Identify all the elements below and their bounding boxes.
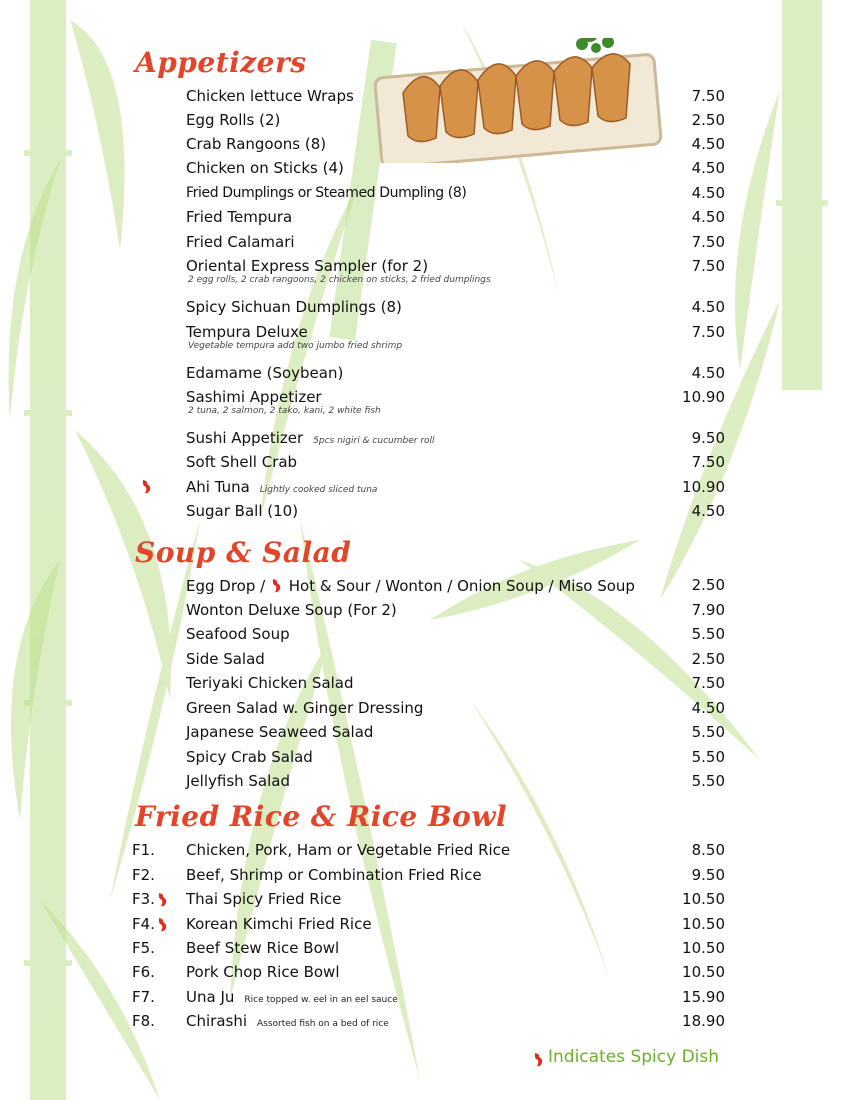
item-name: Una Ju <box>186 988 235 1006</box>
menu-item <box>0 722 850 746</box>
item-price: 7.90 <box>691 601 725 619</box>
item-name: Seafood Soup <box>186 625 290 643</box>
section-title-appetizers: Appetizers <box>135 46 307 79</box>
item-price: 2.50 <box>691 576 725 594</box>
item-name: Fried Tempura <box>186 208 293 226</box>
item-name: Edamame (Soybean) <box>186 364 344 382</box>
menu-item <box>0 747 850 771</box>
item-name: Chicken on Sticks (4) <box>186 159 344 177</box>
menu-item <box>0 363 850 387</box>
menu-item <box>0 575 850 599</box>
chili-pepper-icon <box>532 1052 544 1068</box>
section-title-fried-rice: Fried Rice & Rice Bowl <box>135 800 508 833</box>
item-price: 4.50 <box>691 298 725 316</box>
item-code: F7. <box>132 988 155 1006</box>
menu-item <box>0 962 850 986</box>
item-name: Beef, Shrimp or Combination Fried Rice <box>186 866 482 884</box>
item-name: Side Salad <box>186 650 265 668</box>
item-name: Spicy Crab Salad <box>186 748 313 766</box>
item-price: 9.50 <box>691 429 725 447</box>
item-price: 10.50 <box>682 939 725 957</box>
item-name: Wonton Deluxe Soup (For 2) <box>186 601 397 619</box>
item-price: 7.50 <box>691 87 725 105</box>
chili-pepper-icon <box>270 578 284 592</box>
item-price: 10.50 <box>682 915 725 933</box>
item-price: 15.90 <box>682 988 725 1006</box>
item-price: 18.90 <box>682 1012 725 1030</box>
menu-item <box>0 889 850 913</box>
item-name-group <box>186 1011 389 1034</box>
item-name: Chicken lettuce Wraps <box>186 87 354 105</box>
item-price: 4.50 <box>691 699 725 717</box>
menu-item <box>0 297 850 321</box>
menu-item <box>0 914 850 938</box>
item-name: Tempura Deluxe <box>186 323 308 341</box>
menu-item <box>0 110 850 134</box>
menu-item <box>0 987 850 1011</box>
item-code: F5. <box>132 939 155 957</box>
item-name: Jellyfish Salad <box>186 772 290 790</box>
menu-item <box>0 452 850 476</box>
item-name: Korean Kimchi Fried Rice <box>186 915 372 933</box>
item-name-group <box>186 987 398 1010</box>
menu-item <box>0 1011 850 1035</box>
item-code: F2. <box>132 866 155 884</box>
item-name: Spicy Sichuan Dumplings (8) <box>186 298 402 316</box>
item-price: 4.50 <box>691 135 725 153</box>
item-name: Beef Stew Rice Bowl <box>186 939 340 957</box>
item-code: F3. <box>132 890 155 908</box>
item-description: 2 tuna, 2 salmon, 2 tako, kani, 2 white fish <box>188 406 381 416</box>
menu-item <box>0 387 850 416</box>
item-price: 2.50 <box>691 650 725 668</box>
item-name-part: Hot & Sour / Wonton / Onion Soup / Miso Soup <box>288 577 635 595</box>
item-name: Thai Spicy Fried Rice <box>186 890 342 908</box>
item-name: Pork Chop Rice Bowl <box>186 963 340 981</box>
chili-pepper-icon <box>156 892 168 908</box>
chili-pepper-icon <box>156 917 168 933</box>
menu-item <box>0 158 850 182</box>
menu-item <box>0 232 850 256</box>
item-price: 5.50 <box>691 723 725 741</box>
menu-item <box>0 771 850 795</box>
item-price: 8.50 <box>691 841 725 859</box>
item-name-group <box>186 428 435 451</box>
item-name: Oriental Express Sampler (for 2) <box>186 257 429 275</box>
item-price: 7.50 <box>691 674 725 692</box>
item-note: Lightly cooked sliced tuna <box>259 485 378 495</box>
menu-item <box>0 256 850 285</box>
menu-item <box>0 938 850 962</box>
item-note: 5pcs nigiri & cucumber roll <box>313 436 435 446</box>
item-name: Fried Dumplings or Steamed Dumpling (8) <box>186 185 467 201</box>
menu-item <box>0 649 850 673</box>
item-price: 10.50 <box>682 890 725 908</box>
menu-item <box>0 428 850 452</box>
item-name: Green Salad w. Ginger Dressing <box>186 699 424 717</box>
item-price: 2.50 <box>691 111 725 129</box>
item-name-part: Egg Drop / <box>186 577 266 595</box>
menu-item <box>0 86 850 110</box>
item-note: Rice topped w. eel in an eel sauce <box>244 995 398 1005</box>
item-code: F8. <box>132 1012 155 1030</box>
item-note: Assorted fish on a bed of rice <box>257 1019 389 1029</box>
item-description: 2 egg rolls, 2 crab rangoons, 2 chicken on sticks, 2 fried dumplings <box>188 275 491 285</box>
item-price: 5.50 <box>691 748 725 766</box>
item-code: F1. <box>132 841 155 859</box>
item-price: 9.50 <box>691 866 725 884</box>
item-description: Vegetable tempura add two jumbo fried shrimp <box>188 341 403 351</box>
item-name: Fried Calamari <box>186 233 295 251</box>
menu-item <box>0 183 850 207</box>
menu-item <box>0 477 850 501</box>
item-price: 7.50 <box>691 323 725 341</box>
menu-item <box>0 865 850 889</box>
menu-item <box>0 624 850 648</box>
item-name: Teriyaki Chicken Salad <box>186 674 354 692</box>
item-name-group <box>186 477 377 500</box>
item-price: 4.50 <box>691 208 725 226</box>
menu-item <box>0 698 850 722</box>
item-name: Japanese Seaweed Salad <box>186 723 374 741</box>
item-code: F4. <box>132 915 155 933</box>
menu-item <box>0 840 850 864</box>
item-price: 7.50 <box>691 233 725 251</box>
section-title-soup-salad: Soup & Salad <box>135 536 352 569</box>
legend-text: Indicates Spicy Dish <box>548 1047 720 1067</box>
item-name: Sugar Ball (10) <box>186 502 299 520</box>
item-name: Crab Rangoons (8) <box>186 135 327 153</box>
item-name: Sushi Appetizer <box>186 429 304 447</box>
item-name: Chicken, Pork, Ham or Vegetable Fried Rice <box>186 841 511 859</box>
item-name-group <box>186 575 635 596</box>
menu-item <box>0 134 850 158</box>
item-price: 5.50 <box>691 625 725 643</box>
item-name: Sashimi Appetizer <box>186 388 322 406</box>
chili-pepper-icon <box>140 479 152 495</box>
item-price: 4.50 <box>691 364 725 382</box>
item-price: 7.50 <box>691 257 725 275</box>
item-price: 10.90 <box>682 478 725 496</box>
item-price: 10.90 <box>682 388 725 406</box>
menu-item <box>0 207 850 231</box>
menu-item <box>0 600 850 624</box>
item-price: 7.50 <box>691 453 725 471</box>
item-price: 5.50 <box>691 772 725 790</box>
spicy-legend <box>532 1047 719 1067</box>
menu-item <box>0 322 850 351</box>
item-code: F6. <box>132 963 155 981</box>
item-name: Egg Rolls (2) <box>186 111 281 129</box>
item-price: 4.50 <box>691 159 725 177</box>
item-price: 4.50 <box>691 184 725 202</box>
item-name: Ahi Tuna <box>186 478 250 496</box>
menu-item <box>0 673 850 697</box>
item-price: 10.50 <box>682 963 725 981</box>
menu-item <box>0 501 850 525</box>
item-price: 4.50 <box>691 502 725 520</box>
item-name: Soft Shell Crab <box>186 453 298 471</box>
item-name: Chirashi <box>186 1012 247 1030</box>
